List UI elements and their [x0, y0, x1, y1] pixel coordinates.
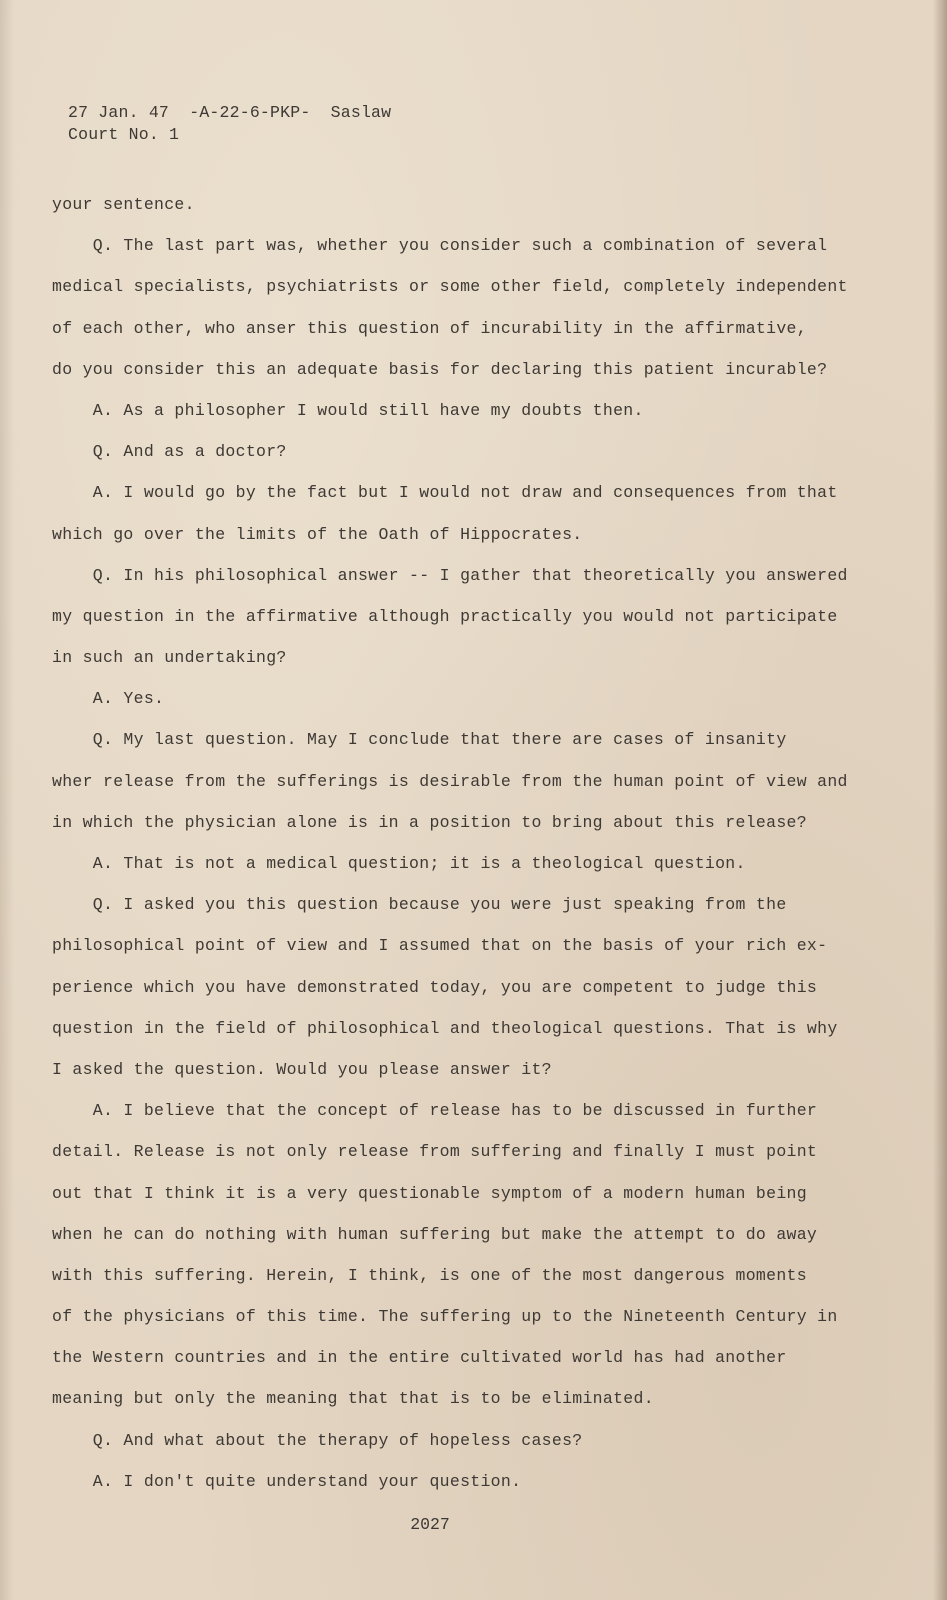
transcript-line: when he can do nothing with human suffering but make the attempt to do away	[52, 1224, 818, 1244]
header-date-reference: 27 Jan. 47 -A-22-6-PKP- Saslaw	[68, 103, 392, 122]
transcript-line: I asked the question. Would you please answer it?	[52, 1059, 552, 1079]
transcript-line: A. As a philosopher I would still have my doubts then.	[52, 400, 644, 420]
transcript-body	[52, 184, 882, 1502]
transcript-line: which go over the limits of the Oath of Hippocrates.	[52, 524, 583, 544]
transcript-line: the Western countries and in the entire cultivated world has had another	[52, 1348, 787, 1368]
transcript-line: A. I don't quite understand your question.	[52, 1471, 522, 1491]
transcript-line: Q. My last question. May I conclude that there are cases of insanity	[52, 730, 787, 750]
transcript-line: of the physicians of this time. The suffering up to the Nineteenth Century in	[52, 1307, 838, 1327]
transcript-line: my question in the affirmative although practically you would not participate	[52, 606, 838, 626]
page-right-edge-shadow	[933, 0, 947, 1600]
transcript-line: medical specialists, psychiatrists or some other field, completely independent	[52, 277, 848, 297]
document-header	[68, 102, 391, 146]
transcript-line: Q. I asked you this question because you were just speaking from the	[52, 895, 787, 915]
transcript-line: out that I think it is a very questionable symptom of a modern human being	[52, 1183, 807, 1203]
transcript-line: A. I believe that the concept of release has to be discussed in further	[52, 1101, 818, 1121]
transcript-line: in which the physician alone is in a position to bring about this release?	[52, 812, 807, 832]
transcript-line: wher release from the sufferings is desirable from the human point of view and	[52, 771, 848, 791]
transcript-line: A. That is not a medical question; it is a theological question.	[52, 854, 746, 873]
transcript-line: Q. In his philosophical answer -- I gather that theoretically you answered	[52, 565, 848, 585]
transcript-line: Q. And what about the therapy of hopeless cases?	[52, 1430, 583, 1450]
transcript-line: perience which you have demonstrated today, you are competent to judge this	[52, 977, 818, 997]
transcript-line: with this suffering. Herein, I think, is one of the most dangerous moments	[52, 1265, 807, 1285]
transcript-line: question in the field of philosophical and theological questions. That is why	[52, 1018, 838, 1038]
transcript-line: in such an undertaking?	[52, 648, 287, 668]
page-number: 2027	[410, 1515, 450, 1534]
transcript-line: A. I would go by the fact but I would not draw and consequences from that	[52, 483, 838, 503]
transcript-line: of each other, who anser this question of incurability in the affirmative,	[52, 318, 807, 338]
transcript-line: do you consider this an adequate basis for declaring this patient incurable?	[52, 359, 828, 379]
transcript-line: detail. Release is not only release from suffering and finally I must point	[52, 1142, 818, 1162]
transcript-line: your sentence.	[52, 195, 195, 214]
page-left-edge-shadow	[0, 0, 14, 1600]
transcript-line: Q. And as a doctor?	[52, 442, 287, 462]
header-court-number: Court No. 1	[68, 125, 180, 144]
transcript-line: meaning but only the meaning that that is to be eliminated.	[52, 1389, 654, 1409]
transcript-line: philosophical point of view and I assumed that on the basis of your rich ex-	[52, 936, 828, 956]
transcript-line: Q. The last part was, whether you consider such a combination of several	[52, 236, 828, 256]
transcript-line: A. Yes.	[52, 689, 165, 709]
